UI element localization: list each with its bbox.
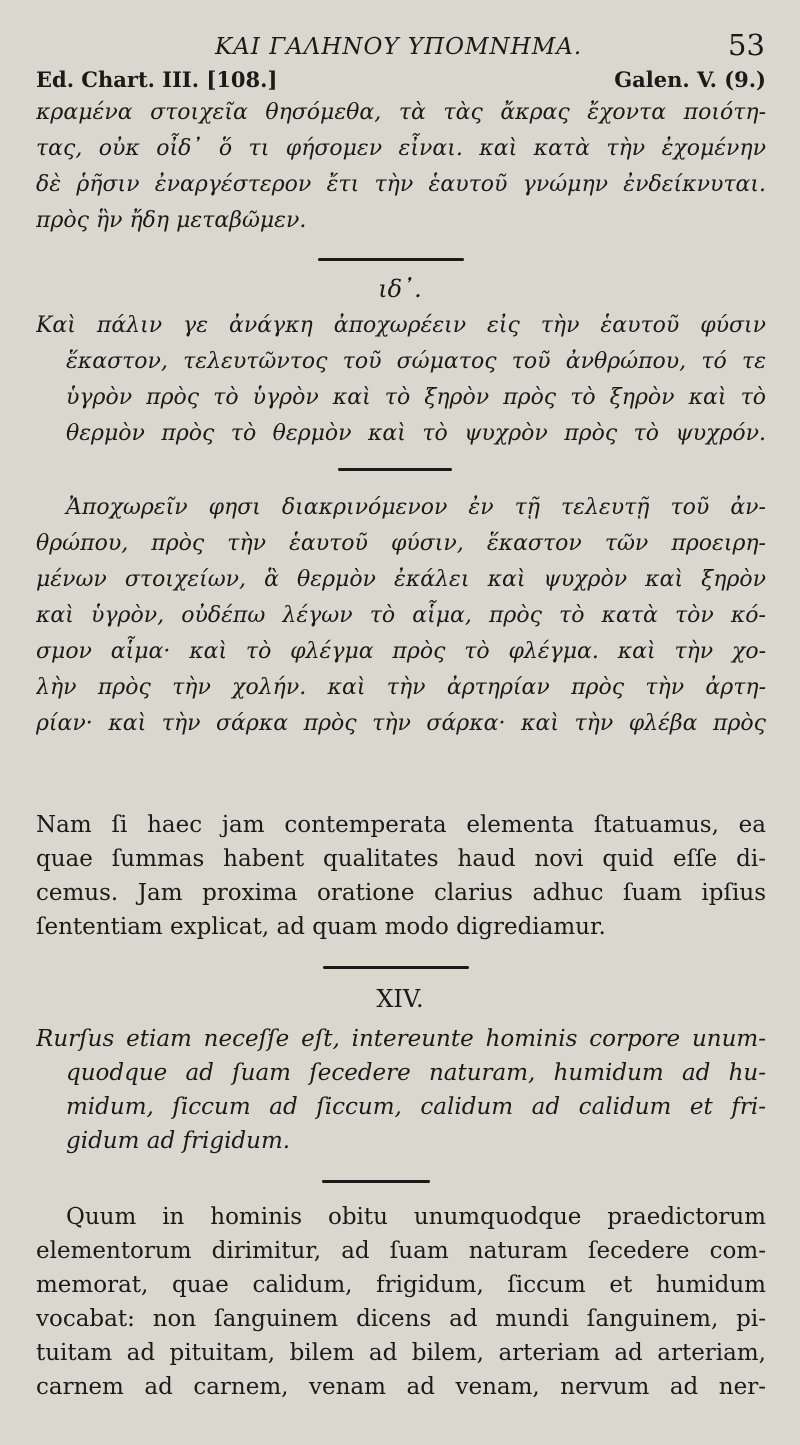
latin-section-number: XIV. — [376, 985, 424, 1013]
text-line: κραμένα στοιχεῖα θησόμεθα, τὰ τὰς ἄκρας ἔχοντα ποιότη- — [36, 100, 766, 125]
text-line: cemus. Jam proxima oratione clarius adhuc ſuam ipſius — [36, 880, 766, 906]
text-line: carnem ad carnem, venam ad venam, nervum ad ner- — [36, 1374, 766, 1400]
running-title: ΚΑΙ ΓΑΛΗΝΟΥ ΥΠΟΜΝΗΜΑ. — [215, 34, 583, 60]
latin-hippocrates-text — [36, 1022, 766, 1158]
greek-intro-paragraph — [36, 95, 766, 239]
text-line: λὴν πρὸς τὴν χολήν. καὶ τὴν ἀρτηρίαν πρὸς τὴν ἀρτη- — [36, 675, 766, 700]
section-divider — [318, 258, 464, 261]
latin-galen-commentary — [36, 1200, 766, 1404]
text-line: Ἀποχωρεῖν φησι διακρινόμενον ἐν τῇ τελευτῇ τοῦ ἀν- — [66, 495, 766, 520]
text-line: ὑγρὸν πρὸς τὸ ὑγρὸν καὶ τὸ ξηρὸν πρὸς τὸ ξηρὸν καὶ τὸ — [66, 385, 766, 410]
text-line: μένων στοιχείων, ἃ θερμὸν ἐκάλει καὶ ψυχρὸν καὶ ξηρὸν — [36, 567, 766, 592]
text-line: καὶ ὑγρὸν, οὐδέπω λέγων τὸ αἷμα, πρὸς τὸ κατὰ τὸν κό- — [36, 603, 766, 628]
text-line: tuitam ad pituitam, bilem ad bilem, arteriam ad arteriam, — [36, 1340, 766, 1366]
greek-hippocrates-text — [36, 308, 766, 452]
edition-reference-kuehn: Galen. V. (9.) — [614, 67, 766, 92]
section-divider — [322, 1180, 430, 1183]
greek-section-number: ιδ᾽. — [378, 275, 422, 303]
text-line: elementorum dirimitur, ad ſuam naturam ſecedere com- — [36, 1238, 766, 1264]
text-line: Quum in hominis obitu unumquodque praedictorum — [66, 1204, 766, 1230]
greek-galen-commentary — [36, 490, 766, 742]
text-line: vocabat: non ſanguinem dicens ad mundi ſanguinem, pi- — [36, 1306, 766, 1332]
text-line: midum, ſiccum ad ſiccum, calidum ad calidum et fri- — [66, 1094, 766, 1120]
text-line: ρίαν· καὶ τὴν σάρκα πρὸς τὴν σάρκα· καὶ τὴν φλέβα πρὸς — [36, 711, 766, 736]
text-line: Rurſus etiam neceſſe eſt, intereunte hominis corpore unum- — [36, 1026, 766, 1052]
text-line: πρὸς ἣν ἤδη μεταβῶμεν. — [36, 208, 307, 233]
text-line: ἕκαστον, τελευτῶντος τοῦ σώματος τοῦ ἀνθρώπου, τό τε — [66, 349, 766, 374]
text-line: quae ſummas habent qualitates haud novi quid eſſe di- — [36, 846, 766, 872]
text-line: θρώπου, πρὸς τὴν ἑαυτοῦ φύσιν, ἕκαστον τῶν προειρη- — [36, 531, 766, 556]
section-divider — [338, 468, 452, 471]
text-line: σμον αἷμα· καὶ τὸ φλέγμα πρὸς τὸ φλέγμα. καὶ τὴν χο- — [36, 639, 766, 664]
text-line: gidum ad frigidum. — [66, 1128, 291, 1154]
edition-reference-chartier: Ed. Chart. III. [108.] — [36, 67, 278, 92]
text-line: ſententiam explicat, ad quam modo digrediamur. — [36, 914, 606, 940]
running-head — [0, 28, 800, 64]
edition-reference-line — [36, 67, 766, 97]
text-line: quodque ad ſuam ſecedere naturam, humidum ad hu- — [66, 1060, 766, 1086]
text-line: δὲ ῥῆσιν ἐναργέστερον ἔτι τὴν ἑαυτοῦ γνώμην ἐνδείκνυται. — [36, 172, 766, 197]
text-line: θερμὸν πρὸς τὸ θερμὸν καὶ τὸ ψυχρὸν πρὸς τὸ ψυχρόν. — [66, 421, 766, 446]
text-line: Nam ſi haec jam contemperata elementa ſtatuamus, ea — [36, 812, 766, 838]
text-line: τας, οὐκ οἶδ᾽ ὅ τι φήσομεν εἶναι. καὶ κατὰ τὴν ἐχομένην — [36, 136, 766, 161]
text-line: Καὶ πάλιν γε ἀνάγκη ἀποχωρέειν εἰς τὴν ἑαυτοῦ φύσιν — [36, 313, 766, 338]
page-number: 53 — [728, 28, 765, 62]
section-divider — [323, 966, 469, 969]
text-line: memorat, quae calidum, frigidum, ſiccum et humidum — [36, 1272, 766, 1298]
latin-intro-paragraph — [36, 808, 766, 944]
